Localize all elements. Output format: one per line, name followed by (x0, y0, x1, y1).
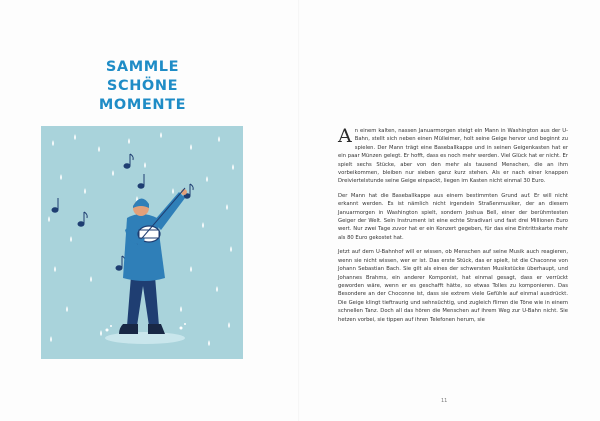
body-text (338, 127, 568, 330)
page-number: 11 (441, 398, 448, 404)
violinist-illustration (41, 126, 243, 359)
paragraph-2: Der Mann hat die Baseballkappe aus einem bestimmten Grund auf. Er will nicht erkannt werden. Es ist nämlich nicht irgendein Straßenmusiker, der an diesem Januarmorgen in Washington spielt, sondern Joshua Bell, einer der berühmtesten Geiger der Welt. Sein Instrument ist eine echte Stradivari und fast drei Millionen Euro wert. Nur zwei Tage zuvor hat er ein Konzert gegeben, für das eine Eintrittskarte mehr als 80 Euro gekostet hat. (338, 192, 568, 241)
drop-cap: A (338, 125, 352, 147)
title-line-2: SCHÖNE MOMENTE (98, 78, 187, 113)
paragraph-3: Jetzt auf dem U-Bahnhof will er wissen, ob Menschen auf seine Musik auch reagieren, wenn sie nicht wissen, wer er ist. Das erste Stück, das er spielt, ist die Chaconne von Johann Sebastian Bach. Sie gilt als eines der schwersten Musikstücke überhaupt, und Johannes Brahms, ein anderer Komponist, hat einmal gesagt, dass er verrückt geworden wäre, wenn er es geschafft hätte, so etwas Tolles zu komponieren. Das Besondere an der Choconne ist, dass sie extrem viele Gefühle auf einmal ausdrückt. Die Geige klingt tieftraurig und sehnsüchtig, und zugleich flirren die Töne wie in einem schnellen Tanz. Doch all das hören die Menschen auf ihrem Weg zur U-Bahn nicht. Sie hetzen vorbei, sie tippen auf ihren Telefonen herum, sie (338, 249, 568, 323)
title-line-1: SAMMLE (105, 59, 180, 75)
left-boot (119, 324, 138, 334)
paragraph-1-text: n einem kalten, nassen Januarmorgen steigt ein Mann in Washington aus der U-Bahn, stellt sich neben einen Mülleimer, holt seine Geige hervor und beginnt zu spielen. Der Mann trägt eine Baseballkappe und in seinen Geigenkasten hat er ein paar Münzen gelegt. Er hofft, dass es noch mehr werden. Viel Glück hat er nicht. Er spielt sechs Stücke, aber von den mehr als tausend Menschen, die an ihm vorbeikommen, bleiben nur sieben ganz kurz stehen. Als er nach einer knappen Dreiviertelstunde seine Geige einpackt, liegen im Kasten nicht einmal 30 Euro. (338, 128, 568, 185)
page-title (70, 58, 215, 115)
paragraph-1 (338, 127, 568, 186)
puddle (105, 332, 185, 344)
